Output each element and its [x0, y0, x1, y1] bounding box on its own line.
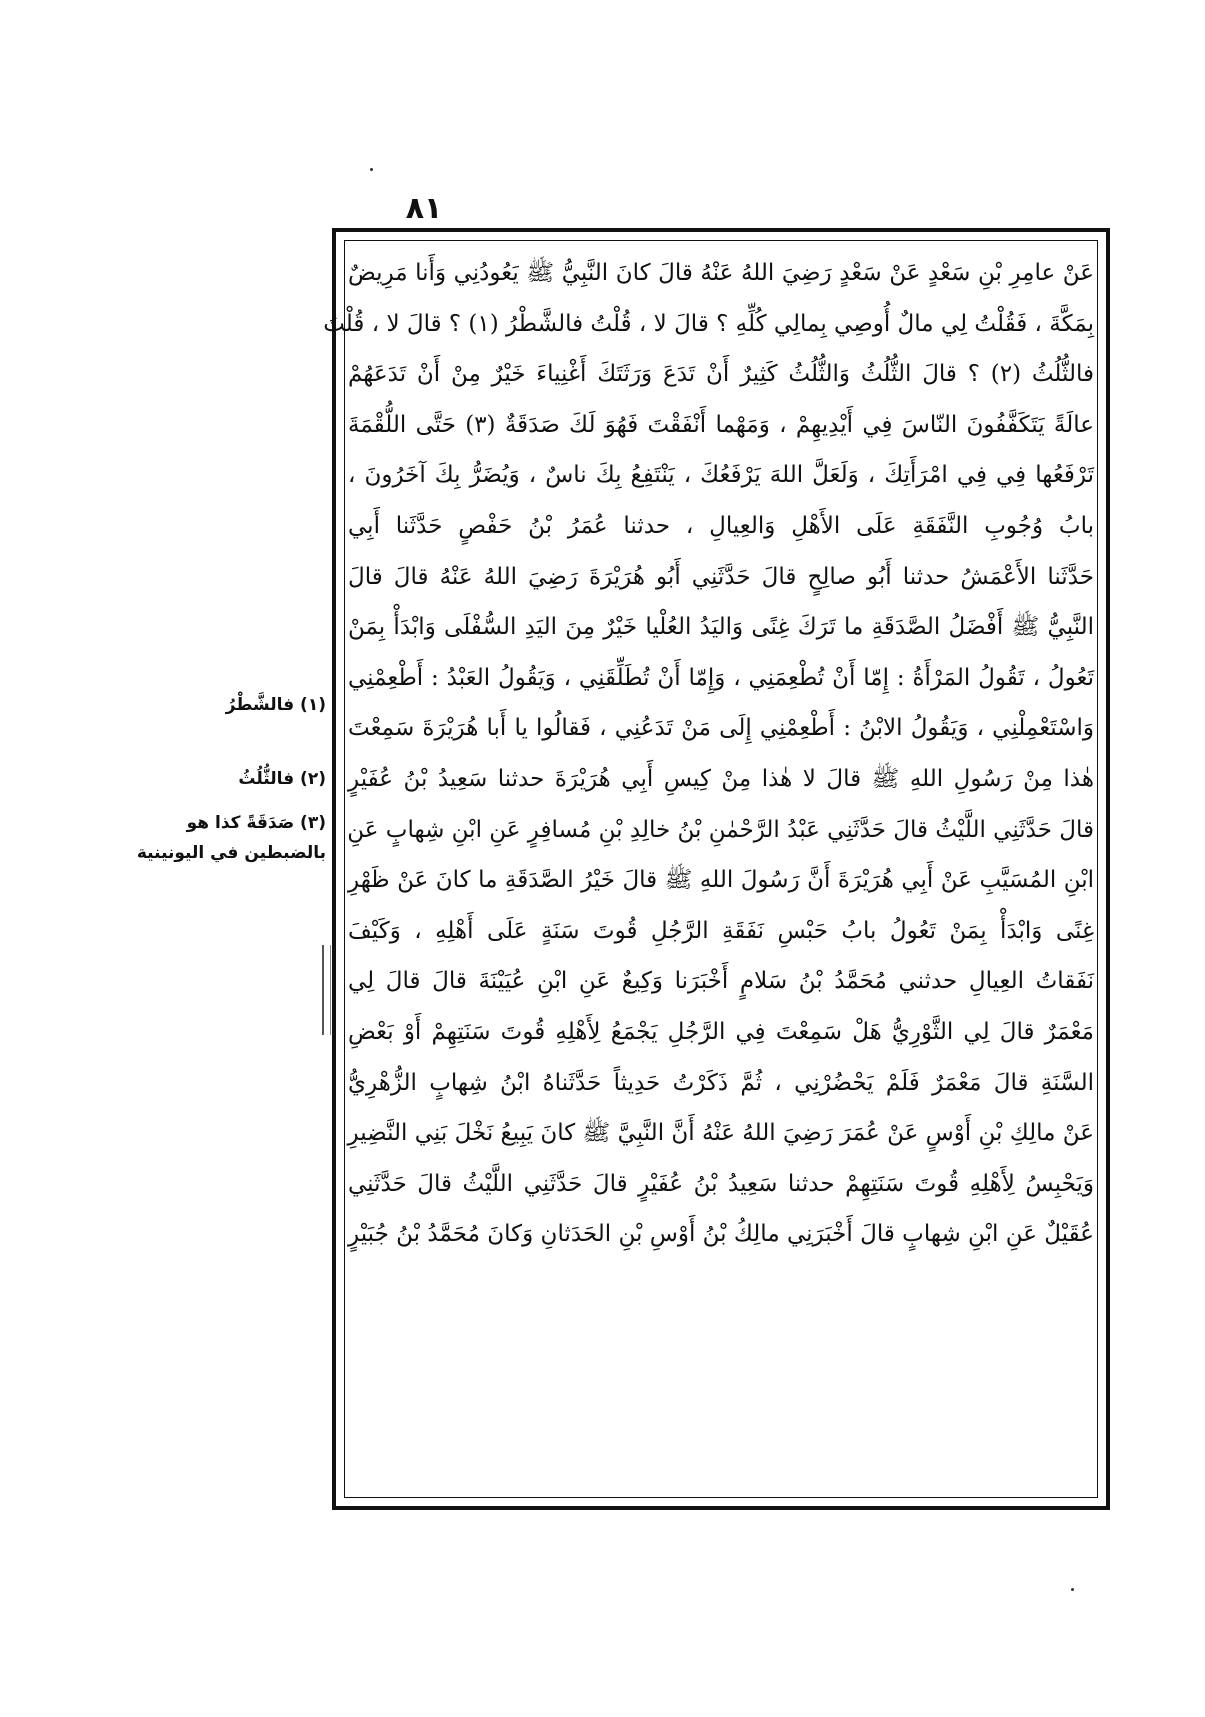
footnote-3-continuation: بالضبطين في اليونينية — [136, 843, 326, 863]
text-line: وَيَحْبِسُ لِأَهْلِهِ قُوتَ سَنَتِهِمْ حدثنا سَعِيدُ بْنُ عُفَيْرٍ قالَ حَدَّثَنِي اللَّيْثُ قالَ حَدَّثَنِي — [348, 1170, 1094, 1197]
footnote-2: (٢) فالثُّلُثُ — [238, 769, 326, 789]
text-line: وَاسْتَعْمِلْنِي ، وَيَقُولُ الابْنُ : أَطْعِمْنِي إِلَى مَنْ تَدَعُنِي ، فَقالُوا يا أَبا هُرَيْرَةَ سَمِعْتَ — [348, 715, 1094, 742]
main-text-block — [323, 248, 1094, 1498]
text-line: ابْنِ المُسَيَّبِ عَنْ أَبِي هُرَيْرَةَ أَنَّ رَسُولَ اللهِ ﷺ قالَ خَيْرُ الصَّدَقَةِ ما كانَ عَنْ ظَهْرِ — [348, 867, 1094, 894]
footnote-3: (٣) صَدَقَةً كذا هو — [186, 813, 326, 833]
text-line: نَفَقاتُ العِيالِ حدثني مُحَمَّدُ بْنُ سَلامٍ أَخْبَرَنا وَكِيعٌ عَنِ ابْنِ عُيَيْنَةَ قالَ قالَ لِي — [348, 968, 1094, 995]
text-line: بِمَكَّةَ ، فَقُلْتُ لِي مالٌ أُوصِي بِمالِي كُلِّهِ ؟ قالَ لا ، قُلْتُ فالشَّطْرُ (١) ؟ قالَ لا ، قُلْتُ — [323, 310, 1094, 337]
margin-footnotes — [136, 690, 326, 868]
text-line: عالَةً يَتَكَفَّفُونَ النّاسَ فِي أَيْدِيهِمْ ، وَمَهْما أَنْفَقْتَ فَهُوَ لَكَ صَدَقَةٌ (٣) حَتَّى اللُّقْمَةَ — [348, 411, 1094, 438]
text-line: حَدَّثَنا الأَعْمَشُ حدثنا أَبُو صالِحٍ قالَ حَدَّثَنِي أَبُو هُرَيْرَةَ رَضِيَ اللهُ عَنْهُ قالَ قالَ — [348, 563, 1094, 590]
ink-dot — [1071, 1588, 1074, 1591]
text-line: غِنًى وَابْدَأْ بِمَنْ تَعُولُ بابُ حَبْسِ نَفَقَةِ الرَّجُلِ قُوتَ سَنَةٍ عَلَى أَهْلِهِ ، وَكَيْفَ — [348, 917, 1094, 944]
page-number: ٨١ — [405, 191, 443, 226]
text-line: عَنْ عامِرِ بْنِ سَعْدٍ عَنْ سَعْدٍ رَضِيَ اللهُ عَنْهُ قالَ كانَ النَّبِيُّ ﷺ يَعُودُنِي وَأَنا مَرِيضٌ — [348, 260, 1094, 286]
text-line: تَرْفَعُها فِي فِي امْرَأَتِكَ ، وَلَعَلَّ اللهَ يَرْفَعُكَ ، يَنْتَفِعُ بِكَ ناسٌ ، وَيُضَرُّ بِكَ آخَرُونَ ، — [348, 462, 1094, 489]
text-line: تَعُولُ ، تَقُولُ المَرْأَةُ : إِمّا أَنْ تُطْعِمَنِي ، وَإِمّا أَنْ تُطَلِّقَنِي ، وَيَقُولُ العَبْدُ : أَطْعِمْنِي — [348, 664, 1094, 691]
ink-dot — [370, 168, 373, 171]
text-line: السَّنَةِ قالَ مَعْمَرٌ فَلَمْ يَحْضُرْنِي ، ثُمَّ ذَكَرْتُ حَدِيثاً حَدَّثَناهُ ابْنُ شِهابٍ الزُّهْرِيُّ — [348, 1069, 1094, 1096]
text-line: عُقَيْلٌ عَنِ ابْنِ شِهابٍ قالَ أَخْبَرَنِي مالِكُ بْنُ أَوْسِ بْنِ الحَدَثانِ وَكانَ مُحَمَّدُ بْنُ جُبَيْرٍ — [348, 1221, 1094, 1248]
text-line: هٰذا مِنْ رَسُولِ اللهِ ﷺ قالَ لا هٰذا مِنْ كِيسِ أَبِي هُرَيْرَةَ حدثنا سَعِيدُ بْنُ عُفَيْرٍ — [348, 765, 1094, 792]
text-line: عَنْ مالِكِ بْنِ أَوْسٍ عَنْ عُمَرَ رَضِيَ اللهُ عَنْهُ أَنَّ النَّبِيَّ ﷺ كانَ يَبِيعُ نَخْلَ بَنِي النَّضِيرِ — [347, 1120, 1094, 1147]
text-line: بابُ وُجُوبِ النَّفَقَةِ عَلَى الأَهْلِ وَالعِيالِ ، حدثنا عُمَرُ بْنُ حَفْصٍ حَدَّثَنا أَبِي — [348, 512, 1094, 539]
text-line: مَعْمَرٌ قالَ لِي الثَّوْرِيُّ هَلْ سَمِعْتَ فِي الرَّجُلِ يَجْمَعُ لِأَهْلِهِ قُوتَ سَنَتِهِمْ أَوْ بَعْضِ — [348, 1018, 1094, 1045]
text-line: فالثُّلُثُ (٢) ؟ قالَ الثُّلُثُ وَالثُّلُثُ كَثِيرٌ أَنْ تَدَعَ وَرَثَتَكَ أَغْنِياءَ خَيْرٌ مِنْ أَنْ تَدَعَهُمْ — [348, 361, 1094, 388]
footnote-1: (١) فالشَّطْرُ — [225, 695, 326, 715]
text-line: قالَ حَدَّثَنِي اللَّيْثُ قالَ حَدَّثَنِي عَبْدُ الرَّحْمٰنِ بْنُ خالِدِ بْنِ مُسافِرٍ عَنِ ابْنِ شِهابٍ عَنِ — [347, 816, 1094, 843]
margin-scan-mark — [322, 945, 331, 1035]
text-line: النَّبِيُّ ﷺ أَفْضَلُ الصَّدَقَةِ ما تَرَكَ غِنًى وَاليَدُ العُلْيا خَيْرٌ مِنَ اليَدِ السُّفْلَى وَابْدَأْ بِمَنْ — [348, 614, 1094, 641]
